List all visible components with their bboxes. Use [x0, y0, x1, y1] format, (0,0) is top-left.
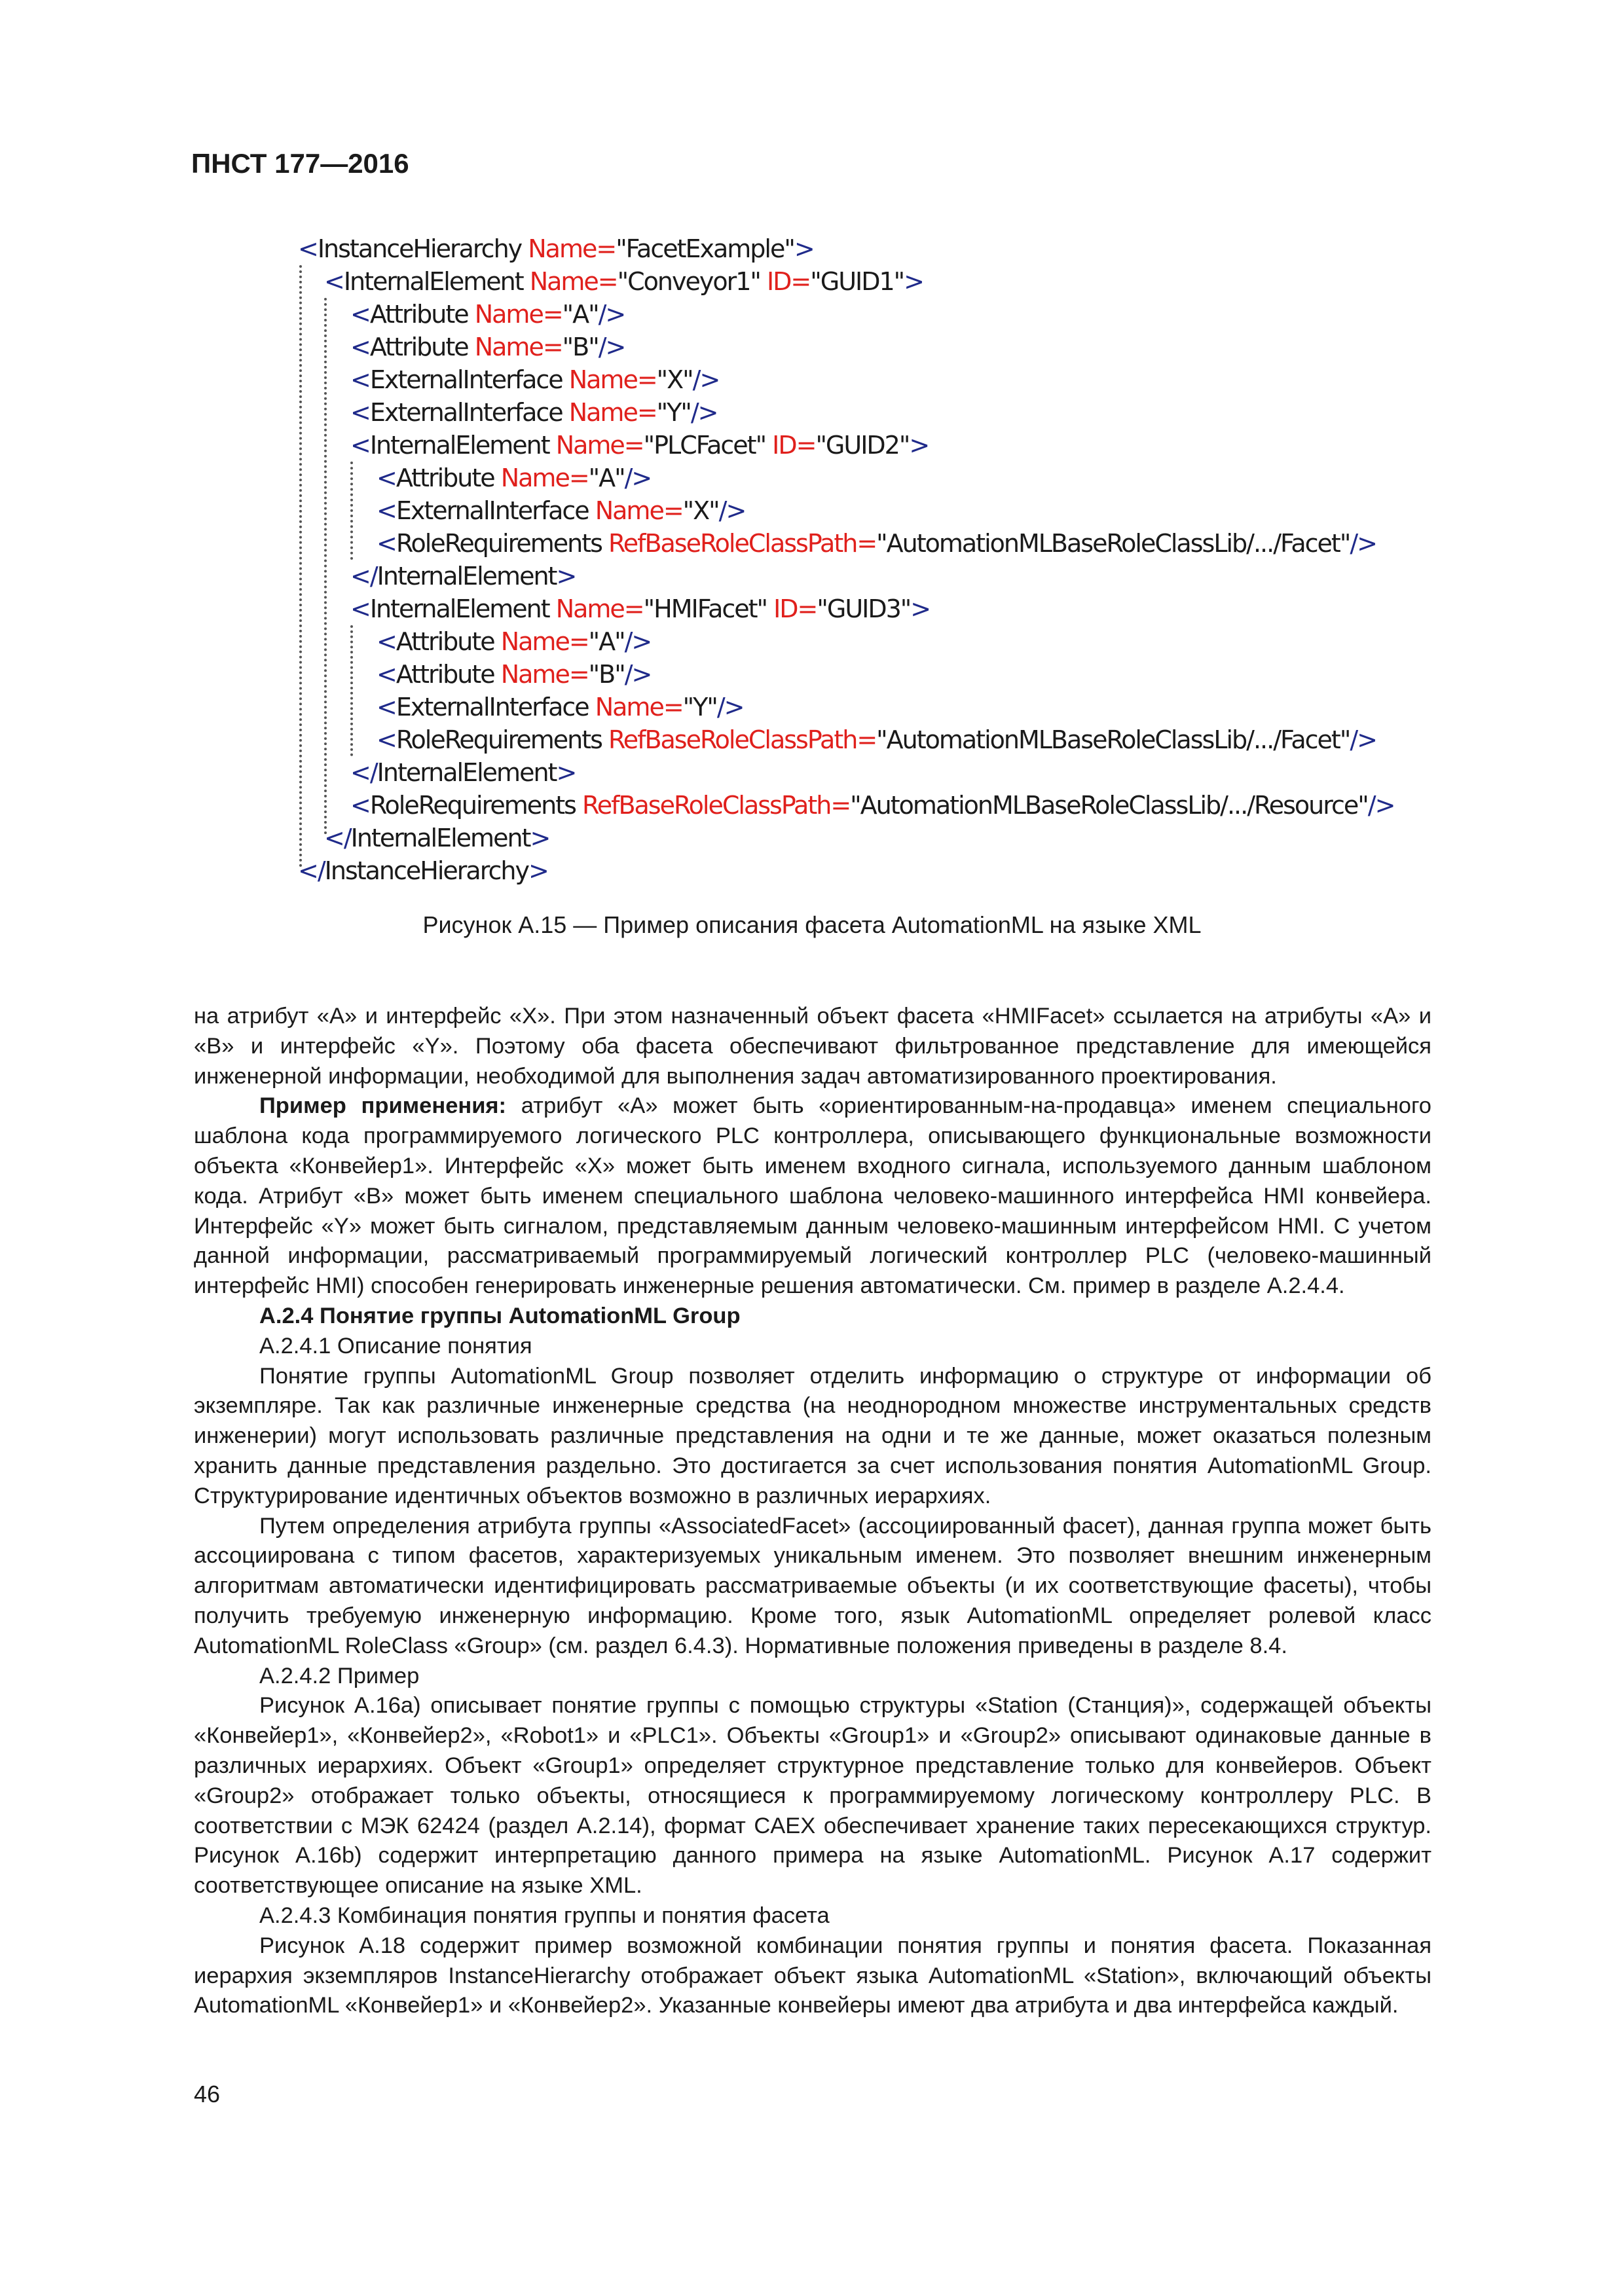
xml-token: "GUID3" — [817, 594, 911, 623]
xml-token: ExternalInterface — [369, 398, 569, 427]
xml-token: < — [350, 431, 370, 460]
xml-token: < — [350, 594, 370, 623]
text-run: Рисунок А.18 содержит пример возможной комбинации понятия группы и понятия фасета. Показанная иерархия экземпляров InstanceHierarchy отображает объект языка AutomationML «Station», включающий объекты AutomationML «Конвейер1» и «Конвейер2». Указанные конвейеры имеют два атрибута и два интерфейса каждый. — [194, 1933, 1431, 2018]
indent-guide — [350, 462, 353, 560]
xml-token: < — [350, 333, 370, 361]
xml-token: < — [350, 398, 370, 427]
xml-token: RefBaseRoleClassPath= — [608, 529, 877, 558]
xml-line — [298, 854, 548, 887]
xml-token: > — [556, 758, 576, 787]
xml-token: > — [794, 234, 814, 263]
xml-token: > — [556, 562, 576, 591]
xml-token: /> — [624, 627, 652, 656]
text-run: А.2.4.2 Пример — [259, 1663, 420, 1688]
text-run: А.2.4 Понятие группы AutomationML Group — [259, 1303, 741, 1328]
xml-token: </ — [350, 562, 377, 591]
xml-token: "A" — [588, 464, 625, 492]
xml-token: /> — [598, 300, 625, 329]
xml-token: > — [904, 267, 923, 296]
xml-token: < — [377, 529, 396, 558]
xml-token: </ — [298, 856, 325, 885]
xml-token: Attribute — [369, 333, 475, 361]
xml-token: "A" — [562, 300, 599, 329]
xml-line — [350, 789, 1394, 822]
xml-token: /> — [690, 398, 718, 427]
xml-line — [350, 429, 929, 462]
indent-guide — [350, 625, 353, 756]
xml-line — [377, 691, 744, 723]
xml-token: Name= — [500, 660, 589, 689]
xml-line — [350, 298, 625, 331]
xml-token: "AutomationMLBaseRoleClassLib/.../Facet" — [876, 529, 1350, 558]
xml-line — [377, 494, 745, 527]
xml-line — [324, 265, 923, 298]
xml-line — [350, 363, 719, 396]
xml-token: ExternalInterface — [369, 365, 569, 394]
xml-token: /> — [718, 496, 746, 525]
xml-token: "FacetExample" — [616, 234, 794, 263]
bold-run: Пример применения: — [259, 1093, 507, 1119]
xml-line — [350, 592, 930, 625]
xml-line — [377, 527, 1376, 560]
xml-token: /> — [598, 333, 625, 361]
text-run: Рисунок А.16а) описывает понятие группы с помощью структуры «Station (Станция)», содержащей объекты «Конвейер1», «Конвейер2», «Robot1» и «PLC1». Объекты «Group1» и «Group2» описывают одинаковые данные в различных иерархиях. Объект «Group1» определяет структурное представление только для конвейеров. Объект «Group2» отображает только объекты, относящиеся к программируемому логическому контроллеру PLC. В соответствии с МЭК 62424 (раздел А.2.14), формат CAEX обеспечивает хранение таких пересекающихся структур. Рисунок А.16b) содержит интерпретацию данного примера на языке AutomationML. Рисунок А.17 содержит соответствующее описание на языке XML. — [194, 1693, 1431, 1899]
xml-token: < — [377, 464, 396, 492]
indent-guide — [324, 298, 327, 835]
xml-listing-figure — [298, 232, 1450, 894]
xml-token: </ — [350, 758, 377, 787]
xml-token: < — [350, 365, 370, 394]
xml-token: /> — [1350, 529, 1376, 558]
xml-line — [324, 822, 549, 854]
xml-token: < — [324, 267, 344, 296]
xml-token: Name= — [568, 365, 657, 394]
paragraph — [194, 1931, 1431, 2021]
xml-line — [377, 658, 651, 691]
xml-token: /> — [1367, 791, 1395, 820]
xml-token: Name= — [595, 693, 683, 721]
xml-token: ID= — [766, 267, 811, 296]
xml-line — [377, 462, 651, 494]
xml-token: Name= — [529, 267, 618, 296]
xml-token: > — [528, 856, 548, 885]
xml-token: < — [377, 660, 396, 689]
xml-token: Name= — [474, 333, 563, 361]
xml-token: < — [377, 693, 396, 721]
xml-token: InternalElement — [343, 267, 530, 296]
xml-line — [350, 396, 718, 429]
xml-token: Name= — [555, 431, 644, 460]
xml-line — [350, 756, 576, 789]
xml-token: "X" — [682, 496, 719, 525]
xml-token: Name= — [595, 496, 683, 525]
xml-token: Name= — [500, 464, 589, 492]
xml-token: ID= — [773, 594, 817, 623]
xml-token: "Conveyor1" — [617, 267, 767, 296]
xml-token: RefBaseRoleClassPath= — [608, 725, 877, 754]
xml-token: > — [530, 824, 550, 852]
xml-token: /> — [624, 464, 652, 492]
text-run: атрибут «А» может быть «ориентированным-на-продавца» именем специального шаблона кода программируемого логического PLC контроллера, описывающего функциональные возможности объекта «Конвейер1». Интерфейс «Х» может быть именем входного сигнала, используемого данным шаблоном кода. Атрибут «В» может быть именем специального шаблона человеко-машинного интерфейса HMI конвейера. Интерфейс «Y» может быть сигналом, представляемым данным человеко-машинным интерфейсом HMI. С учетом данной информации, рассматриваемый программируемый логический контроллер PLC (человеко-машинный интерфейс HMI) способен генерировать инженерные решения автоматически. См. пример в разделе А.2.4.4. — [194, 1093, 1431, 1299]
xml-token: InternalElement — [369, 431, 556, 460]
xml-token: "AutomationMLBaseRoleClassLib/.../Facet" — [876, 725, 1350, 754]
xml-token: InstanceHierarchy — [324, 856, 528, 885]
xml-token: "B" — [562, 333, 599, 361]
xml-token: InternalElement — [377, 758, 557, 787]
paragraph — [194, 1302, 1431, 1332]
xml-token: "B" — [588, 660, 625, 689]
paragraph — [194, 1362, 1431, 1512]
xml-token: Name= — [500, 627, 589, 656]
document-header: ПНСТ 177—2016 — [191, 148, 409, 179]
xml-line — [377, 625, 651, 658]
text-run: Путем определения атрибута группы «AssociatedFacet» (ассоциированный фасет), данная группа может быть ассоциирована с типом фасетов, характеризуемых уникальным именем. Это позволяет внешним инженерным алгоритмам автоматически идентифицировать рассматриваемые объекты (и их соответствующие фасеты), чтобы получить требуемую инженерную информацию. Кроме того, язык AutomationML определяет ролевой класс AutomationML RoleClass «Group» (см. раздел 6.4.3). Нормативные положения приведены в разделе 8.4. — [194, 1513, 1431, 1658]
xml-token: "Y" — [656, 398, 691, 427]
xml-token: > — [909, 431, 929, 460]
xml-token: < — [298, 234, 318, 263]
text-run: А.2.4.3 Комбинация понятия группы и понятия фасета — [259, 1903, 830, 1928]
xml-line — [298, 232, 814, 265]
xml-token: < — [377, 496, 396, 525]
body-text — [194, 1002, 1431, 2021]
paragraph — [194, 1662, 1431, 1692]
xml-token: "PLCFacet" — [643, 431, 773, 460]
xml-token: RefBaseRoleClassPath= — [582, 791, 851, 820]
paragraph — [194, 1512, 1431, 1662]
paragraph — [194, 1002, 1431, 1091]
xml-token: /> — [692, 365, 720, 394]
indent-guide — [299, 265, 302, 867]
xml-line — [350, 331, 625, 363]
xml-token: "X" — [656, 365, 693, 394]
xml-token: RoleRequirements — [396, 529, 608, 558]
xml-token: </ — [324, 824, 351, 852]
text-run: А.2.4.1 Описание понятия — [259, 1333, 532, 1358]
xml-token: RoleRequirements — [369, 791, 582, 820]
xml-token: InstanceHierarchy — [317, 234, 528, 263]
xml-token: Attribute — [369, 300, 475, 329]
xml-token: /> — [624, 660, 652, 689]
paragraph — [194, 1691, 1431, 1901]
xml-token: "GUID2" — [815, 431, 910, 460]
xml-token: InternalElement — [350, 824, 530, 852]
xml-token: ExternalInterface — [396, 496, 595, 525]
paragraph — [194, 1332, 1431, 1362]
xml-token: Attribute — [396, 464, 501, 492]
text-run: Понятие группы AutomationML Group позволяет отделить информацию о структуре от информации об экземпляре. Так как различные инженерные средства (на неоднородном множестве инструментальных средств инженерии) могут использовать различные представления на одни и те же данные, может оказаться полезным хранить данные представления раздельно. Это достигается за счет использования понятия AutomationML Group. Структурирование идентичных объектов возможно в различных иерархиях. — [194, 1363, 1431, 1508]
xml-line — [350, 560, 576, 592]
xml-token: RoleRequirements — [396, 725, 608, 754]
xml-token: < — [350, 791, 370, 820]
xml-token: Attribute — [396, 627, 501, 656]
xml-token: < — [377, 627, 396, 656]
xml-token: InternalElement — [369, 594, 556, 623]
xml-token: ExternalInterface — [396, 693, 595, 721]
xml-token: "AutomationMLBaseRoleClassLib/.../Resource" — [850, 791, 1368, 820]
xml-line — [377, 723, 1376, 756]
xml-token: < — [377, 725, 396, 754]
xml-token: "A" — [588, 627, 625, 656]
xml-token: ID= — [772, 431, 816, 460]
page-number: 46 — [194, 2081, 221, 2107]
xml-token: InternalElement — [377, 562, 557, 591]
xml-token: "HMIFacet" — [643, 594, 774, 623]
xml-token: > — [910, 594, 931, 623]
xml-token: /> — [716, 693, 744, 721]
paragraph — [194, 1091, 1431, 1302]
xml-token: Name= — [555, 594, 644, 623]
paragraph — [194, 1901, 1431, 1931]
xml-token: Attribute — [396, 660, 501, 689]
xml-token: "GUID1" — [810, 267, 904, 296]
text-run: на атрибут «А» и интерфейс «Х». При этом назначенный объект фасета «HMIFacet» ссылается на атрибуты «А» и «В» и интерфейс «Y». Поэтому оба фасета обеспечивают фильтрованное представление для имеющейся инженерной информации, необходимой для выполнения задач автоматизированного проектирования. — [194, 1004, 1431, 1089]
xml-token: Name= — [528, 234, 616, 263]
xml-token: /> — [1350, 725, 1376, 754]
xml-token: "Y" — [682, 693, 717, 721]
xml-token: Name= — [474, 300, 563, 329]
xml-token: < — [350, 300, 370, 329]
figure-caption: Рисунок А.15 — Пример описания фасета AutomationML на языке XML — [422, 911, 1202, 938]
xml-token: Name= — [568, 398, 657, 427]
